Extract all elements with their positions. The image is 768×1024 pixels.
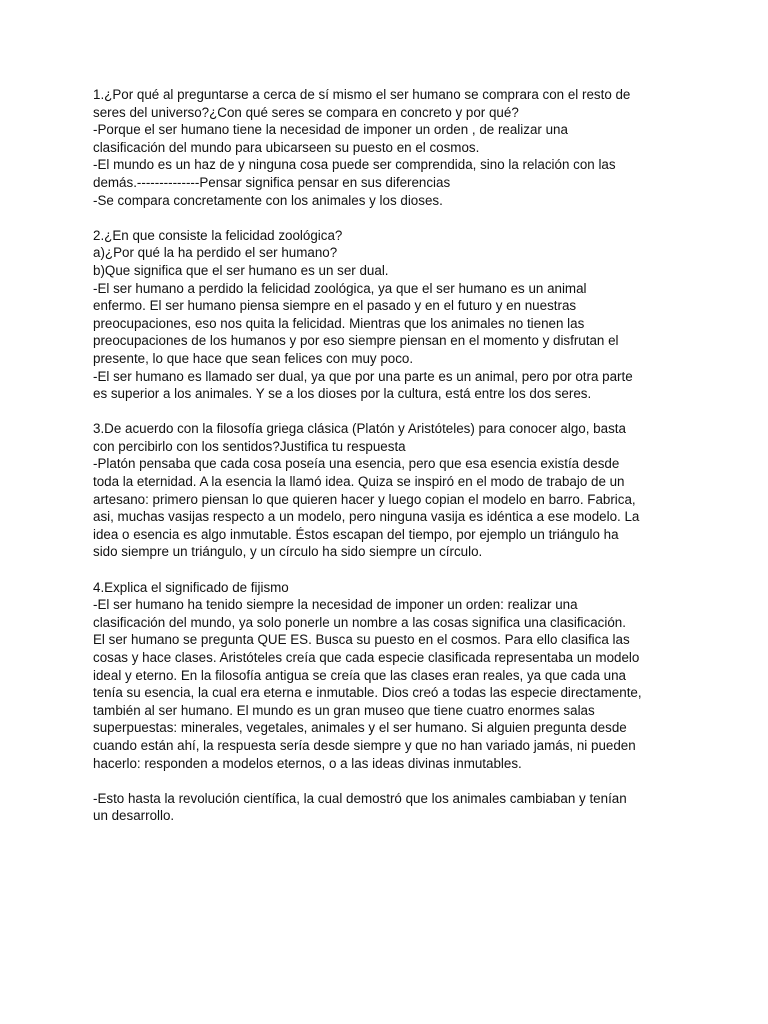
text-line: clasificación del mundo, ya solo ponerle un nombre a las cosas significa una clasificación.: [93, 614, 626, 630]
text-line: preocupaciones, eso nos quita la felicidad. Mientras que los animales no tienen las: [93, 315, 585, 331]
text-line: -Esto hasta la revolución científica, la cual demostró que los animales cambiaban y tenían: [93, 790, 627, 806]
text-line: preocupaciones de los humanos y por eso siempre piensan en el momento y disfrutan el: [93, 333, 619, 349]
text-line: 3.De acuerdo con la filosofía griega clásica (Platón y Aristóteles) para conocer algo, basta: [93, 421, 626, 437]
text-line: sido siempre un triángulo, y un círculo ha sido siempre un círculo.: [93, 544, 483, 560]
text-line: -Porque el ser humano tiene la necesidad de imponer un orden , de realizar una: [93, 122, 568, 138]
section-3: [93, 420, 683, 561]
text-line: clasificación del mundo para ubicarseen su puesto en el cosmos.: [93, 139, 480, 155]
text-line: tenía su esencia, la cual era eterna e inmutable. Dios creó a todas las especie directamente,: [93, 685, 642, 701]
text-line: ideal y eterno. En la filosofía antigua se creía que las clases eran reales, ya que cada una: [93, 667, 626, 683]
text-line: es superior a los animales. Y se a los dioses por la cultura, está entre los dos seres.: [93, 386, 592, 402]
text-line: cosas y hace clases. Aristóteles creía que cada especie clasificada representaba un modelo: [93, 650, 640, 665]
text-line: cuando están ahí, la respuesta sería desde siempre y que no han variado jamás, ni pueden: [93, 737, 636, 753]
text-line: presente, lo que hace que sean felices con muy poco.: [93, 350, 414, 366]
text-line: El ser humano se pregunta QUE ES. Busca su puesto en el cosmos. Para ello clasifica las: [93, 632, 630, 648]
text-line: 1.¿Por qué al preguntarse a cerca de sí mismo el ser humano se comprara con el resto de: [93, 87, 631, 102]
text-line: enfermo. El ser humano piensa siempre en el pasado y en el futuro y en nuestras: [93, 298, 577, 314]
text-line: con percibirlo con los sentidos?Justifica tu respuesta: [93, 438, 406, 454]
text-line: toda la eternidad. A la esencia la llamó idea. Quiza se inspiró en el modo de trabajo de un: [93, 474, 625, 490]
text-line: 2.¿En que consiste la felicidad zoológica?: [93, 227, 343, 243]
document-body: [93, 86, 683, 843]
text-line: superpuestas: minerales, vegetales, animales y el ser humano. Si alguien pregunta desde: [93, 720, 627, 736]
text-line: -Se compara concretamente con los animales y los dioses.: [93, 192, 443, 208]
text-line: b)Que significa que el ser humano es un ser dual.: [93, 262, 389, 278]
text-line: también al ser humano. El mundo es un gran museo que tiene cuatro enormes salas: [93, 702, 595, 718]
text-line: -Platón pensaba que cada cosa poseía una esencia, pero que esa esencia existía desde: [93, 456, 620, 472]
text-line: -El mundo es un haz de y ninguna cosa puede ser comprendida, sino la relación con las: [93, 157, 616, 173]
text-line: demás.--------------Pensar significa pensar en sus diferencias: [93, 174, 451, 190]
text-line: -El ser humano es llamado ser dual, ya que por una parte es un animal, pero por otra parte: [93, 368, 633, 384]
text-line: -El ser humano ha tenido siempre la necesidad de imponer un orden: realizar una: [93, 597, 578, 613]
text-line: asi, muchas vasijas respecto a un modelo, pero ninguna vasija es idéntica a ese modelo. La: [93, 509, 640, 525]
section-2: [93, 227, 683, 403]
text-line: a)¿Por qué la ha perdido el ser humano?: [93, 245, 338, 261]
text-line: un desarrollo.: [93, 808, 175, 824]
paragraph-gap: [93, 772, 683, 790]
section-1: [93, 86, 683, 209]
text-line: 4.Explica el significado de fijismo: [93, 579, 289, 595]
text-line: -El ser humano a perdido la felicidad zoológica, ya que el ser humano es un animal: [93, 280, 587, 296]
text-line: hacerlo: responden a modelos eternos, o a las ideas divinas inmutables.: [93, 755, 522, 771]
text-line: idea o esencia es algo inmutable. Éstos escapan del tiempo, por ejemplo un triángulo ha: [93, 526, 619, 542]
section-4: [93, 579, 683, 825]
text-line: artesano: primero piensan lo que quieren hacer y luego copian el modelo en barro. Fabrica,: [93, 491, 636, 507]
text-line: seres del universo?¿Con qué seres se compara en concreto y por qué?: [93, 104, 519, 120]
